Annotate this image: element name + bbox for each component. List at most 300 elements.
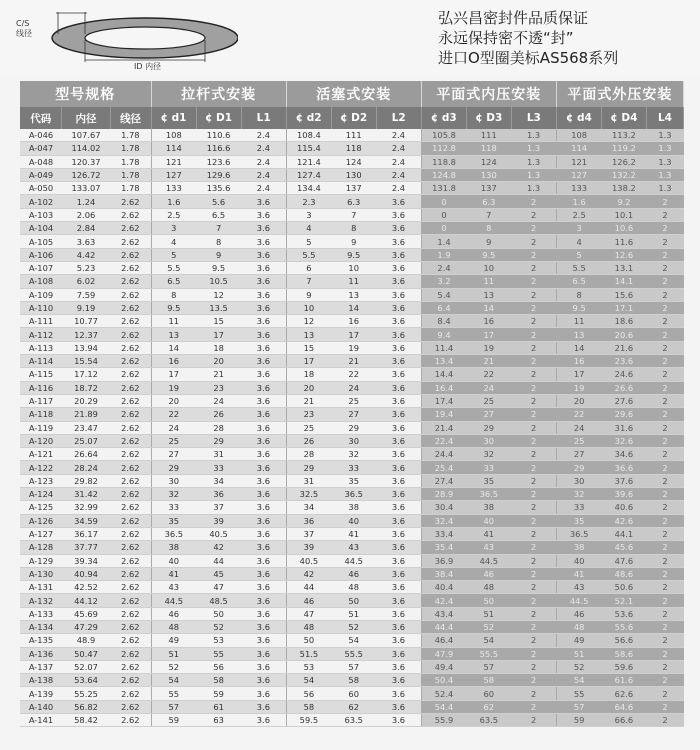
table-cell: 48.9: [62, 634, 110, 647]
table-cell: 121.4: [286, 155, 331, 168]
table-cell: 44.1: [601, 527, 646, 540]
table-cell: 55.5: [331, 647, 376, 660]
table-cell: 2.4: [241, 182, 286, 195]
table-cell: 2: [646, 501, 683, 514]
table-cell: 21: [331, 355, 376, 368]
table-cell: 48: [151, 620, 196, 633]
table-cell: 9.5: [556, 301, 601, 314]
table-cell: A-107: [20, 261, 62, 274]
table-cell: 49: [151, 634, 196, 647]
table-cell: 47: [196, 581, 241, 594]
table-cell: A-115: [20, 368, 62, 381]
table-cell: 6.5: [556, 275, 601, 288]
table-cell: 15: [196, 315, 241, 328]
table-row: [20, 501, 684, 514]
table-cell: 2: [511, 235, 556, 248]
table-cell: A-134: [20, 620, 62, 633]
table-cell: A-116: [20, 381, 62, 394]
table-cell: 43: [466, 541, 511, 554]
table-cell: A-050: [20, 182, 62, 195]
column-header: ¢ d3: [421, 107, 466, 129]
table-cell: 1.78: [110, 168, 151, 181]
table-cell: 2: [511, 647, 556, 660]
table-cell: 3.6: [376, 620, 421, 633]
table-cell: 2: [511, 474, 556, 487]
table-cell: 43.4: [421, 607, 466, 620]
table-cell: A-140: [20, 700, 62, 713]
table-cell: 3.6: [241, 408, 286, 421]
table-cell: 22: [331, 368, 376, 381]
table-cell: 2.62: [110, 235, 151, 248]
table-cell: 2: [511, 527, 556, 540]
table-cell: 57: [331, 660, 376, 673]
table-cell: A-141: [20, 714, 62, 727]
table-cell: 9.5: [196, 261, 241, 274]
table-cell: 18.72: [62, 381, 110, 394]
table-cell: 50: [286, 634, 331, 647]
table-cell: 28: [196, 421, 241, 434]
table-cell: 2: [511, 620, 556, 633]
table-cell: 39: [286, 541, 331, 554]
table-cell: 3: [286, 208, 331, 221]
table-cell: 43: [151, 581, 196, 594]
table-cell: A-104: [20, 222, 62, 235]
table-cell: 2: [511, 328, 556, 341]
table-cell: 33: [151, 501, 196, 514]
table-cell: A-132: [20, 594, 62, 607]
table-cell: 3.6: [376, 208, 421, 221]
table-cell: 3.6: [241, 315, 286, 328]
table-cell: 44.4: [421, 620, 466, 633]
table-cell: 3.6: [376, 315, 421, 328]
table-cell: 2: [646, 687, 683, 700]
column-header-row: [20, 107, 684, 129]
table-cell: 2: [646, 647, 683, 660]
table-row: [20, 700, 684, 713]
table-cell: 3.6: [241, 660, 286, 673]
table-cell: 40.5: [196, 527, 241, 540]
table-cell: 2: [511, 567, 556, 580]
table-cell: 30: [466, 434, 511, 447]
table-cell: 42.52: [62, 581, 110, 594]
table-cell: 3.6: [376, 501, 421, 514]
column-header: L2: [376, 107, 421, 129]
table-cell: 42.6: [601, 514, 646, 527]
table-cell: 18: [286, 368, 331, 381]
table-cell: 37.6: [601, 474, 646, 487]
table-cell: 2: [646, 301, 683, 314]
table-cell: 15.6: [601, 288, 646, 301]
table-body: [20, 129, 684, 727]
table-cell: 7: [286, 275, 331, 288]
table-cell: 126.2: [601, 155, 646, 168]
table-cell: 119.2: [601, 142, 646, 155]
table-cell: 37.77: [62, 541, 110, 554]
table-cell: 118: [331, 142, 376, 155]
table-cell: 47.29: [62, 620, 110, 633]
table-cell: 20: [556, 394, 601, 407]
table-cell: 2: [511, 541, 556, 554]
table-cell: 2: [511, 514, 556, 527]
table-cell: 40.6: [601, 501, 646, 514]
table-cell: A-111: [20, 315, 62, 328]
table-cell: 4: [556, 235, 601, 248]
table-cell: 131.8: [421, 182, 466, 195]
table-cell: 2.84: [62, 222, 110, 235]
table-cell: 2: [511, 594, 556, 607]
table-cell: 2.62: [110, 341, 151, 354]
table-cell: 1.78: [110, 129, 151, 142]
table-cell: 3.6: [376, 275, 421, 288]
table-cell: 1.9: [421, 248, 466, 261]
table-cell: 20: [151, 394, 196, 407]
table-cell: 2: [646, 288, 683, 301]
table-cell: 40.4: [421, 581, 466, 594]
table-cell: 1.3: [511, 129, 556, 142]
table-cell: 40.5: [286, 554, 331, 567]
table-cell: 2: [511, 394, 556, 407]
table-cell: 115.4: [286, 142, 331, 155]
table-cell: 30.4: [421, 501, 466, 514]
table-cell: 2.62: [110, 514, 151, 527]
table-cell: 56.6: [601, 634, 646, 647]
table-cell: 2.62: [110, 195, 151, 208]
table-cell: 3.6: [241, 581, 286, 594]
table-cell: 2.4: [241, 168, 286, 181]
table-cell: 3.6: [241, 261, 286, 274]
table-row: [20, 381, 684, 394]
table-cell: 13: [286, 328, 331, 341]
table-cell: 126.72: [62, 168, 110, 181]
table-cell: A-133: [20, 607, 62, 620]
table-cell: 6.3: [331, 195, 376, 208]
table-cell: 5.5: [556, 261, 601, 274]
table-cell: 34.6: [601, 448, 646, 461]
table-cell: 59: [196, 687, 241, 700]
table-cell: 3.6: [241, 248, 286, 261]
table-cell: 2.5: [151, 208, 196, 221]
column-header: 内径: [62, 107, 110, 129]
table-cell: 2: [511, 288, 556, 301]
table-row: [20, 261, 684, 274]
table-cell: 108: [151, 129, 196, 142]
table-cell: 52: [196, 620, 241, 633]
table-cell: 5: [556, 248, 601, 261]
table-cell: 21.89: [62, 408, 110, 421]
table-cell: 54.4: [421, 700, 466, 713]
table-cell: 2.4: [241, 129, 286, 142]
table-cell: 21.6: [601, 341, 646, 354]
column-header: 线径: [110, 107, 151, 129]
table-cell: 2.4: [241, 155, 286, 168]
table-cell: 2: [511, 488, 556, 501]
table-cell: 2.62: [110, 328, 151, 341]
o-ring-inner: [85, 27, 205, 49]
table-cell: 41: [466, 527, 511, 540]
table-row: [20, 567, 684, 580]
table-cell: 14: [556, 341, 601, 354]
table-cell: 3.6: [241, 714, 286, 727]
table-cell: 32: [466, 448, 511, 461]
table-cell: 2: [646, 660, 683, 673]
table-cell: 113.2: [601, 129, 646, 142]
table-cell: 4: [286, 222, 331, 235]
table-cell: 44.5: [151, 594, 196, 607]
table-cell: 2: [646, 195, 683, 208]
table-cell: 3.6: [376, 700, 421, 713]
table-cell: 2: [511, 341, 556, 354]
table-cell: 6.4: [421, 301, 466, 314]
table-cell: 9.5: [466, 248, 511, 261]
table-cell: 21.4: [421, 421, 466, 434]
table-cell: 17.12: [62, 368, 110, 381]
table-cell: 26.6: [601, 381, 646, 394]
column-header: ¢ D1: [196, 107, 241, 129]
column-header: ¢ d4: [556, 107, 601, 129]
table-cell: A-102: [20, 195, 62, 208]
table-cell: 53: [196, 634, 241, 647]
table-cell: 59.6: [601, 660, 646, 673]
table-cell: 33: [196, 461, 241, 474]
table-cell: 2.5: [556, 208, 601, 221]
table-cell: 63.5: [466, 714, 511, 727]
table-cell: 44.12: [62, 594, 110, 607]
table-row: [20, 341, 684, 354]
table-cell: 52: [331, 620, 376, 633]
table-cell: 13.4: [421, 355, 466, 368]
table-cell: 3.6: [376, 288, 421, 301]
table-cell: A-118: [20, 408, 62, 421]
table-cell: 2.62: [110, 248, 151, 261]
table-cell: 2: [511, 714, 556, 727]
table-cell: 28: [286, 448, 331, 461]
table-row: [20, 714, 684, 727]
table-cell: 3.6: [376, 421, 421, 434]
table-cell: 114: [151, 142, 196, 155]
table-cell: 10.1: [601, 208, 646, 221]
table-cell: 2: [646, 700, 683, 713]
table-cell: 2: [511, 501, 556, 514]
table-cell: 3.6: [376, 674, 421, 687]
table-row: [20, 288, 684, 301]
table-cell: 10: [286, 301, 331, 314]
table-cell: 38: [556, 541, 601, 554]
table-cell: A-138: [20, 674, 62, 687]
group-header-spec: 型号规格: [20, 81, 151, 107]
table-cell: 2.62: [110, 448, 151, 461]
table-cell: 31: [196, 448, 241, 461]
table-cell: 24.6: [601, 368, 646, 381]
table-cell: 2: [646, 368, 683, 381]
table-cell: 38: [331, 501, 376, 514]
table-cell: 124: [466, 155, 511, 168]
table-cell: 123.6: [196, 155, 241, 168]
table-cell: A-109: [20, 288, 62, 301]
column-header: L1: [241, 107, 286, 129]
table-cell: 2: [646, 461, 683, 474]
table-cell: 50.6: [601, 581, 646, 594]
table-cell: 130: [466, 168, 511, 181]
table-cell: 2: [646, 355, 683, 368]
table-cell: 3.6: [241, 474, 286, 487]
table-cell: 3: [151, 222, 196, 235]
table-cell: 114.02: [62, 142, 110, 155]
page-header: [0, 0, 700, 76]
table-cell: 20.29: [62, 394, 110, 407]
table-row: [20, 461, 684, 474]
column-header: 代码: [20, 107, 62, 129]
table-cell: 56: [196, 660, 241, 673]
table-cell: 2: [646, 248, 683, 261]
table-cell: 50.47: [62, 647, 110, 660]
table-cell: 3.6: [241, 208, 286, 221]
table-cell: A-125: [20, 501, 62, 514]
table-cell: 54: [556, 674, 601, 687]
group-header-face-external: 平面式外压安装: [556, 81, 683, 107]
table-cell: 27: [466, 408, 511, 421]
table-cell: 2.62: [110, 208, 151, 221]
table-cell: 3.6: [376, 607, 421, 620]
table-row: [20, 408, 684, 421]
table-cell: 3.6: [376, 474, 421, 487]
table-cell: 24: [556, 421, 601, 434]
table-cell: 62: [466, 700, 511, 713]
table-cell: 42: [286, 567, 331, 580]
table-cell: 2: [511, 275, 556, 288]
table-cell: 42.4: [421, 594, 466, 607]
table-cell: 17.1: [601, 301, 646, 314]
table-cell: 2: [511, 208, 556, 221]
table-cell: 55.5: [466, 647, 511, 660]
table-cell: 121: [151, 155, 196, 168]
table-cell: 3.6: [376, 514, 421, 527]
table-cell: 26: [286, 434, 331, 447]
table-cell: 11.6: [601, 235, 646, 248]
table-cell: 2: [511, 434, 556, 447]
table-cell: 3.6: [241, 700, 286, 713]
table-cell: 51: [466, 607, 511, 620]
table-cell: 3.6: [241, 501, 286, 514]
table-cell: 127: [556, 168, 601, 181]
table-cell: 2: [646, 488, 683, 501]
table-cell: 51.5: [286, 647, 331, 660]
table-cell: 2: [511, 660, 556, 673]
table-cell: 2.62: [110, 275, 151, 288]
table-cell: 2.62: [110, 700, 151, 713]
table-cell: 53.6: [601, 607, 646, 620]
table-cell: 2.3: [286, 195, 331, 208]
slogan-line-1: 弘兴昌密封件品质保证: [438, 9, 589, 27]
table-cell: 3.6: [241, 368, 286, 381]
table-cell: 24: [331, 381, 376, 394]
table-cell: 3.6: [241, 381, 286, 394]
table-cell: 42: [196, 541, 241, 554]
table-cell: 2.4: [376, 182, 421, 195]
table-cell: 33: [466, 461, 511, 474]
table-cell: 20.6: [601, 328, 646, 341]
table-cell: 18.6: [601, 315, 646, 328]
table-cell: 13.1: [601, 261, 646, 274]
table-cell: 2.62: [110, 674, 151, 687]
table-cell: 2: [646, 607, 683, 620]
table-cell: 2: [646, 235, 683, 248]
table-cell: 3.6: [241, 235, 286, 248]
table-cell: 25: [151, 434, 196, 447]
table-row: [20, 168, 684, 181]
table-cell: 3.6: [376, 461, 421, 474]
table-cell: A-130: [20, 567, 62, 580]
table-cell: 2.4: [376, 155, 421, 168]
table-cell: 58: [466, 674, 511, 687]
table-cell: 13: [151, 328, 196, 341]
table-cell: 52.4: [421, 687, 466, 700]
table-cell: 51: [151, 647, 196, 660]
table-cell: 14: [151, 341, 196, 354]
table-cell: 54: [466, 634, 511, 647]
table-cell: 45.69: [62, 607, 110, 620]
table-cell: 35: [151, 514, 196, 527]
table-cell: 24.4: [421, 448, 466, 461]
table-cell: 27.6: [601, 394, 646, 407]
table-cell: A-131: [20, 581, 62, 594]
table-cell: 2: [646, 434, 683, 447]
table-row: [20, 434, 684, 447]
table-cell: 35: [556, 514, 601, 527]
table-cell: 63.5: [331, 714, 376, 727]
table-cell: 2.4: [241, 142, 286, 155]
table-cell: 3.6: [241, 674, 286, 687]
table-cell: 13: [331, 288, 376, 301]
table-cell: 30: [151, 474, 196, 487]
table-cell: 116.6: [196, 142, 241, 155]
table-cell: 3.6: [376, 687, 421, 700]
table-cell: 58: [331, 674, 376, 687]
table-cell: 121: [556, 155, 601, 168]
table-cell: 58: [286, 700, 331, 713]
table-cell: 2.62: [110, 421, 151, 434]
table-cell: 2: [511, 248, 556, 261]
table-cell: 46: [331, 567, 376, 580]
table-cell: 11: [466, 275, 511, 288]
table-cell: 54: [286, 674, 331, 687]
table-cell: 2: [646, 275, 683, 288]
table-cell: 2: [646, 208, 683, 221]
table-cell: 28.9: [421, 488, 466, 501]
table-cell: 3.6: [241, 527, 286, 540]
table-cell: 7.59: [62, 288, 110, 301]
table-cell: 3.6: [241, 567, 286, 580]
table-row: [20, 620, 684, 633]
table-row: [20, 394, 684, 407]
table-row: [20, 488, 684, 501]
table-cell: 50: [331, 594, 376, 607]
table-cell: 2: [511, 195, 556, 208]
table-cell: 2.62: [110, 474, 151, 487]
table-cell: 54: [151, 674, 196, 687]
table-cell: 3.6: [376, 368, 421, 381]
table-cell: 2: [646, 328, 683, 341]
table-row: [20, 248, 684, 261]
column-header: ¢ D3: [466, 107, 511, 129]
table-cell: 33: [556, 501, 601, 514]
slogan-block: [438, 8, 618, 68]
table-cell: 2.4: [376, 142, 421, 155]
table-cell: 48: [556, 620, 601, 633]
table-cell: 29: [286, 461, 331, 474]
table-cell: 40: [466, 514, 511, 527]
table-cell: 27: [331, 408, 376, 421]
table-cell: 33: [331, 461, 376, 474]
